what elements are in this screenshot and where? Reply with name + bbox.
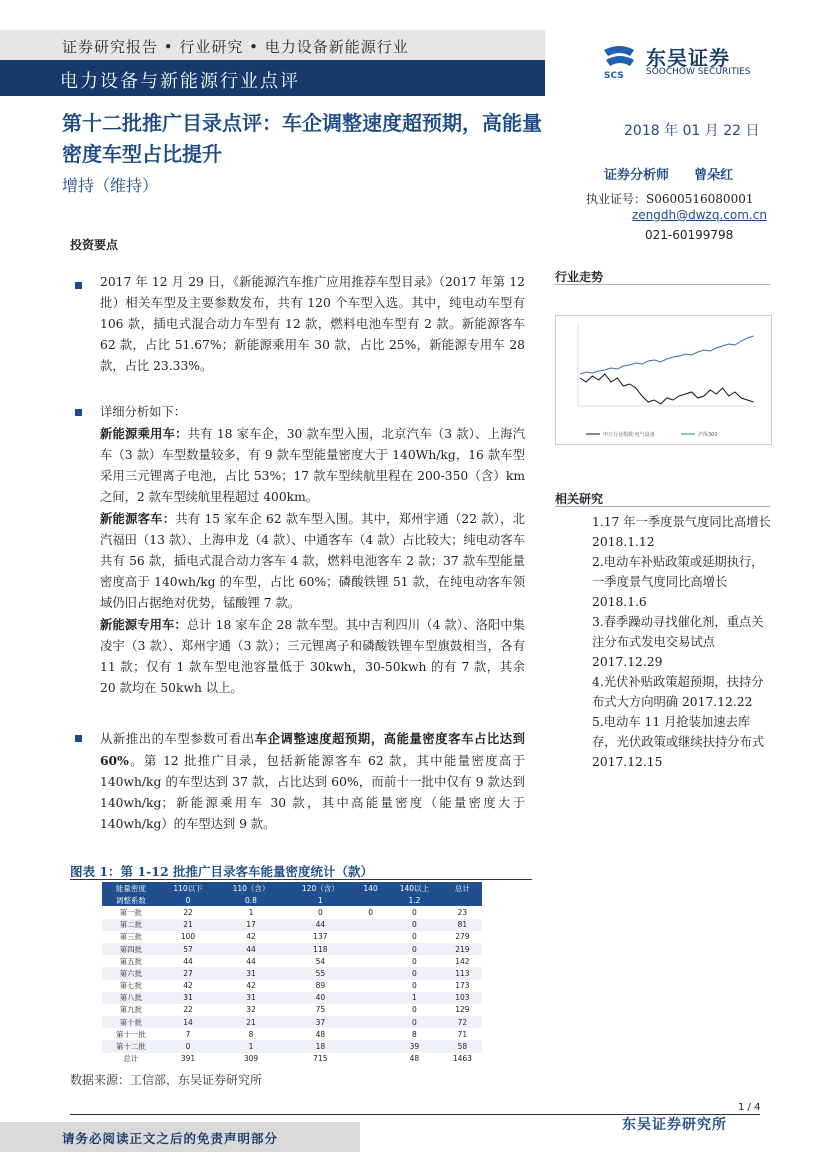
table-cell: 173	[455, 981, 470, 991]
table-cell: 22	[183, 907, 193, 917]
table-cell: 39	[386, 1040, 443, 1052]
table-cell: 31	[216, 992, 285, 1004]
table-subheader-row	[102, 894, 482, 906]
related-item[interactable]: 3.春季躁动寻找催化剂，重点关注分布式发电交易试点 2017.12.29	[592, 615, 764, 669]
table-cell: 第六批	[102, 967, 160, 979]
table-cell	[355, 1016, 386, 1028]
footer-institute: 东吴证券研究所	[622, 1117, 727, 1133]
figure-source: 数据来源：工信部，东吴证券研究所	[70, 1073, 263, 1087]
table-cell: 140	[355, 882, 386, 894]
logo-en: SOOCHOW SECURITIES	[646, 67, 751, 77]
table-cell: 0	[386, 919, 443, 931]
table-cell: 48	[409, 1054, 420, 1064]
table-cell: 81	[443, 919, 482, 931]
company-logo	[600, 42, 800, 82]
table-cell: 42	[183, 981, 193, 991]
report-date: 2018 年 01 月 22 日	[624, 123, 760, 139]
table-row	[102, 980, 482, 992]
analysis-intro: 详细分析如下：	[100, 405, 187, 419]
table-row	[102, 1016, 482, 1028]
bullet-icon	[75, 735, 82, 742]
license-number: 执业证号：S0600516080001	[586, 192, 754, 206]
series-line-hs300	[580, 336, 754, 374]
table-cell: 0	[412, 907, 417, 917]
table-cell: 110（含）	[216, 882, 285, 894]
table-cell: 0	[160, 1040, 217, 1052]
table-cell: 1	[286, 894, 355, 906]
table-cell: 0	[412, 1005, 417, 1015]
analyst-email-link[interactable]: zengdh@dwzq.com.cn	[632, 208, 767, 222]
table-cell: 118	[286, 943, 355, 955]
table-row	[102, 955, 482, 967]
table-cell: 21	[160, 919, 217, 931]
table-cell: 31	[216, 967, 285, 979]
bullet-icon	[75, 409, 82, 416]
trend-chart	[555, 315, 772, 445]
figure-rule	[70, 879, 532, 880]
table-cell: 142	[455, 956, 470, 966]
table-cell: 140以上	[386, 882, 443, 894]
table-cell: 0	[386, 943, 443, 955]
table-cell: 1	[386, 992, 443, 1004]
table-cell: 391	[180, 1054, 196, 1064]
table-cell: 第二批	[102, 919, 160, 931]
table-cell: 第十一批	[115, 1029, 146, 1039]
table-cell: 23	[457, 907, 468, 917]
table-cell: 第一批	[119, 907, 143, 917]
table-cell	[355, 894, 386, 906]
table-cell: 57	[160, 943, 217, 955]
table-cell: 21	[216, 1016, 285, 1028]
logo-mark-icon	[600, 42, 640, 80]
breadcrumb: 证券研究报告 • 行业研究 • 电力设备新能源行业	[62, 38, 409, 56]
table-cell: 第三批	[119, 932, 143, 942]
table-cell: 8	[248, 1029, 254, 1039]
legend-hs300: 沪深300	[698, 432, 718, 438]
table-cell: 第八批	[102, 992, 160, 1004]
series-title: 电力设备与新能源行业点评	[60, 71, 300, 92]
table-cell: 54	[315, 956, 326, 966]
table-cell: 137	[313, 932, 328, 942]
special-label: 新能源专用车：	[100, 617, 187, 632]
trend-chart-svg	[556, 316, 771, 444]
table-cell	[355, 919, 386, 931]
related-item[interactable]: 2.电动车补贴政策或延期执行，一季度景气度同比高增长 2018.1.6	[592, 555, 764, 609]
table-cell: 1.2	[386, 894, 443, 906]
logo-cn: 东吴证券	[646, 46, 730, 70]
table-cell: 0	[386, 967, 443, 979]
table-cell: 120（含）	[286, 882, 355, 894]
paragraph-analysis	[100, 402, 525, 699]
table-cell	[355, 1004, 386, 1016]
table-cell	[355, 1028, 386, 1040]
table-row	[102, 943, 482, 955]
table-cell: 110以下	[160, 882, 217, 894]
table-cell: 0	[412, 932, 417, 942]
table-cell: 总计	[123, 1054, 139, 1064]
table-cell: 22	[183, 1005, 193, 1015]
table-row	[102, 1028, 482, 1040]
table-cell: 14	[160, 1016, 217, 1028]
table-cell: 8	[412, 1029, 417, 1039]
table-cell: 309	[243, 1054, 259, 1064]
table-row	[102, 919, 482, 931]
passenger-section	[100, 423, 525, 508]
conclusion-bold: 车企调整速度超预期，高能量密度客车占比达到 60%	[100, 731, 525, 768]
conclusion-post: 。第 12 批推广目录，包括新能源客车 62 款，其中能量密度高于 140wh/kg 的车型达到 37 款，占比达到 60%，而前十一批中仅有 9 款达到 140wh/kg；新能源乘用车 30 款，其中高能量密度（能量密度大于 140wh/kg）的车型达到 9 款。	[100, 754, 525, 831]
table-cell: 1463	[452, 1054, 472, 1064]
table-cell: 715	[313, 1054, 328, 1064]
passenger-text: 共有 18 家车企，30 款车型入围，北京汽车（3 款）、上海汽车（3 款）车型数量较多，有 9 款车型能量密度大于 140Wh/kg，16 款车型采用三元锂离子电池，占比 53%；17 款车型续航里程在 200-350（含）km 之间，2 款车型续航里程超过 400km。	[100, 427, 525, 504]
table-cell: 89	[315, 981, 326, 991]
disclaimer-bar	[0, 1122, 360, 1152]
table-cell: 1	[216, 1040, 285, 1052]
table-cell: 第十批	[102, 1016, 160, 1028]
table-cell: 40	[286, 992, 355, 1004]
table-cell: 44	[286, 919, 355, 931]
table-cell	[355, 967, 386, 979]
table-cell: 32	[246, 1005, 256, 1015]
related-item[interactable]: 4.光伏补贴政策超预期，扶持分布式大方向明确 2017.12.22	[592, 675, 764, 709]
table-cell: 0	[160, 894, 217, 906]
table-header-row	[102, 882, 482, 894]
table-cell: 55	[286, 967, 355, 979]
table-row	[102, 931, 482, 943]
paragraph-summary: 2017 年 12 月 29 日，《新能源汽车推广应用推荐车型目录》（2017 年第 12 批）相关车型及主要参数发布，共有 120 个车型入选。其中，纯电动车型有 106 款，插电式混合动力车型有 12 款，燃料电池车型有 2 款。新能源客车 62 款，占比 51.67%；新能源乘用车 30 款，占比 25%，新能源专用车 28 款，占比 23.33%。	[100, 275, 525, 373]
analyst-name: 曾朵红	[694, 168, 734, 183]
legend-electrical: 申万行业指数:电气设备	[603, 432, 655, 438]
bus-text: 共有 15 家车企 62 款车型入围。其中，郑州宇通（22 款），北汽福田（13 款）、上海申龙（4 款）、中通客车（4 款）占比较大；纯电动客车共有 56 款，插电式混合动力客车 4 款，燃料电池客车 2 款；37 款车型能量密度高于 140wh/kg 的车型，占比 60%；磷酸铁锂 51 款，在纯电动客车领域仍旧占据绝对优势，锰酸锂 7 款。	[100, 512, 525, 610]
table-cell: 18	[286, 1040, 355, 1052]
table-cell: 7	[185, 1029, 191, 1039]
table-cell: 113	[443, 967, 482, 979]
table-cell	[355, 980, 386, 992]
special-text: 总计 18 家车企 28 款车型。其中吉利四川（4 款）、洛阳中集凌宇（3 款）、郑州宇通（3 款）；三元锂离子和磷酸铁锂车型旗鼓相当，各有 11 款；仅有 1 款车型电池容量低于 30kwh，30-50kwh 的有 7 款，其余 20 款均在 50kwh 以上。	[100, 618, 525, 695]
table-cell: 0	[412, 981, 417, 991]
paragraph-conclusion	[100, 728, 525, 835]
analyst-line	[604, 164, 733, 183]
table-cell: 0	[412, 956, 417, 966]
divider	[555, 284, 770, 285]
table-cell: 1	[248, 907, 254, 917]
table-cell: 0	[368, 907, 373, 917]
table-cell: 42	[246, 981, 256, 991]
table-cell: 第四批	[102, 943, 160, 955]
table-cell: 第九批	[119, 1005, 143, 1015]
passenger-label: 新能源乘用车：	[100, 426, 188, 441]
table-row	[102, 1053, 482, 1065]
disclaimer-text: 请务必阅读正文之后的免责声明部分	[62, 1131, 279, 1146]
table-cell: 219	[443, 943, 482, 955]
table-cell: 44	[246, 956, 256, 966]
table-cell: 总计	[443, 882, 482, 894]
header-breadcrumb-bar	[0, 30, 545, 60]
table-cell: 103	[443, 992, 482, 1004]
table-cell: 0	[317, 907, 323, 917]
special-section	[100, 614, 525, 699]
table-row	[102, 992, 482, 1004]
related-item[interactable]: 5.电动车 11 月抢装加速去库存，光伏政策或继续扶持分布式 2017.12.15	[592, 715, 765, 769]
table-cell: 71	[457, 1029, 468, 1039]
table-cell: 31	[160, 992, 217, 1004]
table-cell: 37	[286, 1016, 355, 1028]
related-heading: 相关研究	[555, 492, 604, 506]
analyst-label: 证券分析师	[604, 168, 670, 183]
table-cell: 129	[455, 1005, 470, 1015]
series-bar	[0, 60, 545, 96]
logo-mark-text: SCS	[604, 71, 624, 80]
table-row	[102, 1040, 482, 1052]
table-cell	[355, 955, 386, 967]
table-cell: 第十二批	[102, 1040, 160, 1052]
table-cell: 27	[160, 967, 217, 979]
table-cell: 0.8	[216, 894, 285, 906]
table-cell: 17	[216, 919, 285, 931]
section-heading: 投资要点	[70, 238, 119, 252]
trend-heading: 行业走势	[555, 270, 604, 284]
table-cell: 第五批	[119, 956, 143, 966]
table-cell: 279	[455, 932, 470, 942]
report-title: 第十二批推广目录点评：车企调整速度超预期，高能量密度车型占比提升	[62, 111, 542, 166]
related-item[interactable]: 1.17 年一季度景气度同比高增长 2018.1.12	[592, 515, 771, 549]
table-cell: 44	[183, 956, 193, 966]
table-cell: 调整系数	[102, 894, 160, 906]
rating: 增持（维持）	[62, 176, 159, 195]
table-cell: 72	[443, 1016, 482, 1028]
table-row	[102, 1004, 482, 1016]
analyst-phone: 021-60199798	[645, 228, 734, 242]
page-number: 1 / 4	[738, 1102, 761, 1113]
bus-label: 新能源客车：	[100, 511, 176, 526]
table-cell	[355, 992, 386, 1004]
table-cell	[355, 931, 386, 943]
series-line-electrical	[580, 374, 754, 404]
bus-section	[100, 508, 525, 614]
table-cell: 75	[315, 1005, 326, 1015]
table-cell	[355, 1040, 386, 1052]
table-row	[102, 967, 482, 979]
table-cell: 42	[246, 932, 256, 942]
table-cell: 第七批	[119, 981, 143, 991]
conclusion-pre: 从新推出的车型参数可看出	[100, 732, 255, 746]
energy-density-table	[102, 882, 482, 1065]
table-cell: 58	[443, 1040, 482, 1052]
bullet-icon	[75, 282, 82, 289]
table-cell: 100	[180, 932, 196, 942]
table-cell: 44	[216, 943, 285, 955]
table-cell: 能量密度	[102, 882, 160, 894]
table-cell: 0	[386, 1016, 443, 1028]
table-cell: 48	[315, 1029, 326, 1039]
table-cell	[443, 894, 482, 906]
table-row	[102, 906, 482, 918]
table-cell	[355, 1053, 386, 1065]
figure-title: 图表 1：第 1-12 批推广目录客车能量密度统计（款）	[70, 864, 374, 879]
table-cell	[355, 943, 386, 955]
related-list	[592, 512, 772, 772]
divider	[555, 506, 770, 507]
